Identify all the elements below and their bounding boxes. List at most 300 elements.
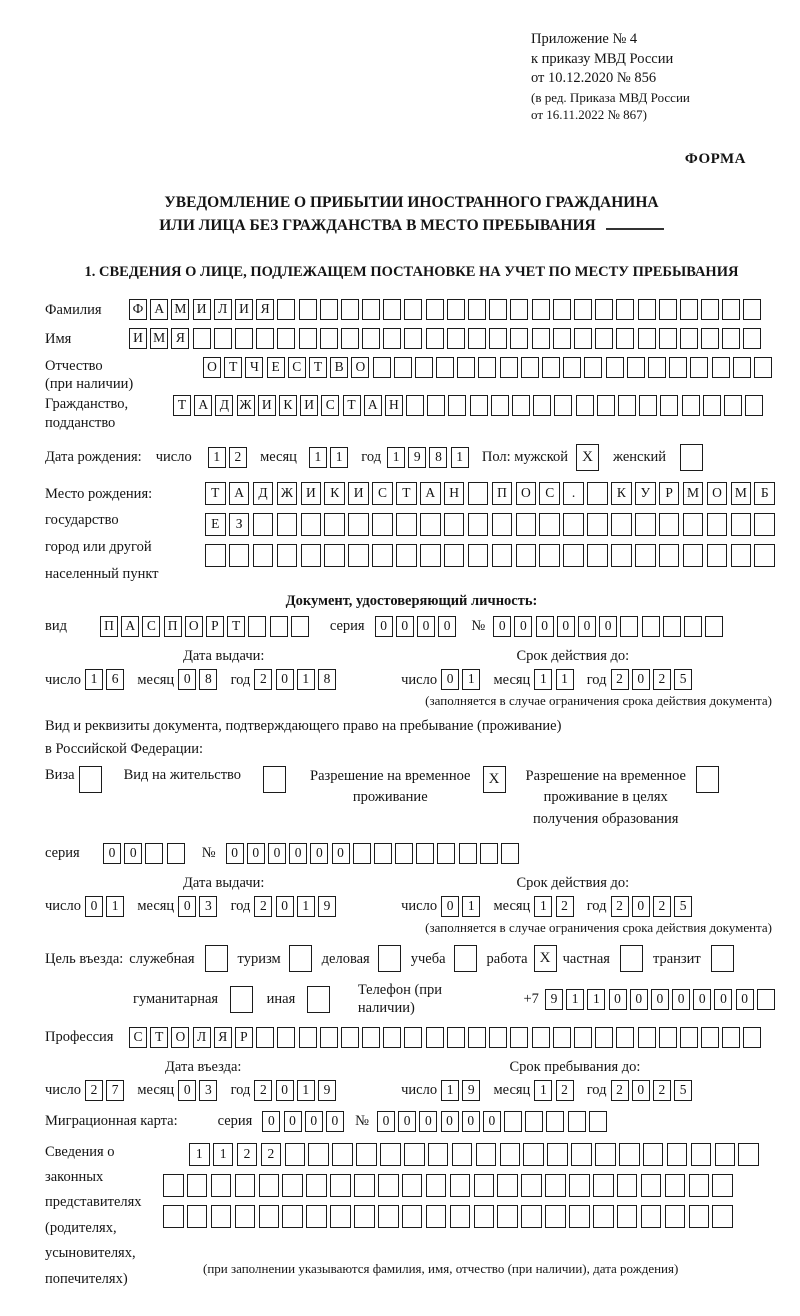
form-cell[interactable]: 0 [714,989,732,1010]
form-cell[interactable]: Т [227,616,245,637]
form-cell[interactable]: 2 [85,1080,103,1101]
form-cell[interactable] [641,1205,662,1228]
form-cell[interactable] [660,395,678,416]
form-cell[interactable] [627,357,645,378]
form-cell[interactable] [569,1205,590,1228]
form-cell[interactable] [354,1174,375,1197]
form-cell[interactable] [383,1027,401,1048]
form-cell[interactable]: О [351,357,369,378]
form-cell[interactable] [299,328,317,349]
form-cell[interactable] [256,328,274,349]
form-cell[interactable]: 1 [462,669,480,690]
form-cell[interactable] [722,299,740,320]
form-cell[interactable] [404,1027,422,1048]
form-cell[interactable] [163,1205,184,1228]
form-cell[interactable]: 2 [254,896,272,917]
form-cell[interactable] [383,299,401,320]
form-cell[interactable] [277,328,295,349]
form-cell[interactable] [587,544,608,567]
form-cell[interactable] [712,1174,733,1197]
form-cell[interactable] [722,1027,740,1048]
form-cell[interactable] [374,843,392,864]
form-cell[interactable]: 0 [276,1080,294,1101]
form-cell[interactable] [510,299,528,320]
form-cell[interactable] [372,513,393,536]
form-cell[interactable] [689,1174,710,1197]
form-cell[interactable]: И [348,482,369,505]
form-cell[interactable]: 0 [441,669,459,690]
form-cell[interactable]: Я [214,1027,232,1048]
form-cell[interactable]: 0 [178,896,196,917]
form-cell[interactable] [553,1027,571,1048]
form-cell[interactable]: 3 [199,896,217,917]
form-cell[interactable] [277,299,295,320]
form-cell[interactable]: 8 [429,447,447,468]
form-cell[interactable]: Т [343,395,361,416]
form-cell[interactable] [259,1174,280,1197]
purpose-inaya-checkbox[interactable] [307,986,330,1013]
form-cell[interactable] [474,1174,495,1197]
form-cell[interactable]: 0 [536,616,554,637]
form-cell[interactable]: 2 [229,447,247,468]
form-cell[interactable] [584,357,602,378]
form-cell[interactable] [616,328,634,349]
form-cell[interactable] [291,616,309,637]
form-cell[interactable] [214,328,232,349]
form-cell[interactable] [489,328,507,349]
form-cell[interactable]: Т [205,482,226,505]
form-cell[interactable]: 0 [326,1111,344,1132]
form-cell[interactable] [635,544,656,567]
form-cell[interactable]: О [516,482,537,505]
form-cell[interactable]: А [194,395,212,416]
form-cell[interactable] [306,1205,327,1228]
form-cell[interactable]: 5 [674,1080,692,1101]
form-cell[interactable] [426,299,444,320]
form-cell[interactable]: 2 [653,1080,671,1101]
form-cell[interactable] [448,395,466,416]
form-cell[interactable] [553,299,571,320]
form-cell[interactable] [521,357,539,378]
form-cell[interactable]: 1 [534,896,552,917]
form-cell[interactable]: 7 [106,1080,124,1101]
form-cell[interactable] [617,1205,638,1228]
sex-female-checkbox[interactable] [680,444,703,471]
form-cell[interactable] [648,357,666,378]
temp-residence-checkbox[interactable]: X [483,766,506,793]
form-cell[interactable]: 0 [398,1111,416,1132]
form-cell[interactable]: П [100,616,118,637]
form-cell[interactable]: 2 [653,669,671,690]
form-cell[interactable] [444,544,465,567]
form-cell[interactable] [362,328,380,349]
form-cell[interactable]: 0 [462,1111,480,1132]
form-cell[interactable] [330,1205,351,1228]
form-cell[interactable]: Т [396,482,417,505]
form-cell[interactable] [512,395,530,416]
form-cell[interactable] [724,395,742,416]
form-cell[interactable] [587,513,608,536]
form-cell[interactable]: 1 [534,669,552,690]
form-cell[interactable] [378,1205,399,1228]
form-cell[interactable]: С [142,616,160,637]
form-cell[interactable]: 0 [419,1111,437,1132]
form-cell[interactable]: В [330,357,348,378]
form-cell[interactable] [491,395,509,416]
form-cell[interactable]: 0 [332,843,350,864]
form-cell[interactable] [682,395,700,416]
form-cell[interactable] [187,1205,208,1228]
form-cell[interactable]: 2 [556,1080,574,1101]
form-cell[interactable] [341,299,359,320]
form-cell[interactable] [659,1027,677,1048]
form-cell[interactable]: Л [193,1027,211,1048]
form-cell[interactable] [663,616,681,637]
form-cell[interactable] [468,328,486,349]
form-cell[interactable]: 9 [318,1080,336,1101]
form-cell[interactable] [193,328,211,349]
form-cell[interactable]: 0 [514,616,532,637]
form-cell[interactable]: 0 [262,1111,280,1132]
form-cell[interactable] [757,989,775,1010]
form-cell[interactable]: Ж [237,395,255,416]
form-cell[interactable] [480,843,498,864]
form-cell[interactable]: Ф [129,299,147,320]
form-cell[interactable] [574,299,592,320]
form-cell[interactable]: 0 [557,616,575,637]
form-cell[interactable] [426,1027,444,1048]
form-cell[interactable] [639,395,657,416]
residence-permit-checkbox[interactable] [263,766,286,793]
form-cell[interactable] [353,843,371,864]
form-cell[interactable] [712,357,730,378]
form-cell[interactable]: О [707,482,728,505]
form-cell[interactable]: 0 [441,1111,459,1132]
form-cell[interactable]: Н [385,395,403,416]
form-cell[interactable]: Е [205,513,226,536]
form-cell[interactable] [406,395,424,416]
form-cell[interactable] [595,299,613,320]
form-cell[interactable] [354,1205,375,1228]
form-cell[interactable]: А [364,395,382,416]
form-cell[interactable]: А [420,482,441,505]
form-cell[interactable]: 0 [630,989,648,1010]
form-cell[interactable]: 1 [566,989,584,1010]
form-cell[interactable]: 0 [736,989,754,1010]
form-cell[interactable]: Т [309,357,327,378]
form-cell[interactable] [683,513,704,536]
form-cell[interactable] [665,1174,686,1197]
form-cell[interactable] [680,299,698,320]
form-cell[interactable] [320,299,338,320]
form-cell[interactable] [743,1027,761,1048]
form-cell[interactable]: 0 [247,843,265,864]
form-cell[interactable] [402,1174,423,1197]
form-cell[interactable] [426,328,444,349]
form-cell[interactable]: 1 [441,1080,459,1101]
form-cell[interactable] [745,395,763,416]
form-cell[interactable]: 0 [305,1111,323,1132]
form-cell[interactable] [510,1027,528,1048]
visa-checkbox[interactable] [79,766,102,793]
form-cell[interactable]: И [193,299,211,320]
form-cell[interactable]: 9 [462,1080,480,1101]
form-cell[interactable] [611,513,632,536]
form-cell[interactable] [635,513,656,536]
form-cell[interactable] [489,1027,507,1048]
form-cell[interactable]: Р [235,1027,253,1048]
form-cell[interactable] [665,1205,686,1228]
form-cell[interactable]: 1 [297,1080,315,1101]
form-cell[interactable] [638,1027,656,1048]
form-cell[interactable]: А [229,482,250,505]
temp-residence-education-checkbox[interactable] [696,766,719,793]
form-cell[interactable]: С [129,1027,147,1048]
form-cell[interactable] [684,616,702,637]
form-cell[interactable] [259,1205,280,1228]
form-cell[interactable] [504,1111,522,1132]
form-cell[interactable]: С [539,482,560,505]
form-cell[interactable] [468,1027,486,1048]
form-cell[interactable] [521,1205,542,1228]
purpose-delovaya-checkbox[interactable] [378,945,401,972]
form-cell[interactable]: 0 [178,669,196,690]
form-cell[interactable] [324,513,345,536]
form-cell[interactable] [163,1174,184,1197]
form-cell[interactable]: 0 [493,616,511,637]
form-cell[interactable] [402,1205,423,1228]
form-cell[interactable]: 2 [556,896,574,917]
form-cell[interactable]: 0 [632,669,650,690]
form-cell[interactable] [437,843,455,864]
form-cell[interactable]: 5 [674,896,692,917]
form-cell[interactable] [277,513,298,536]
form-cell[interactable]: Ж [277,482,298,505]
form-cell[interactable]: 1 [556,669,574,690]
form-cell[interactable] [372,544,393,567]
form-cell[interactable]: 1 [587,989,605,1010]
form-cell[interactable] [754,544,775,567]
form-cell[interactable]: М [683,482,704,505]
form-cell[interactable] [638,328,656,349]
purpose-ucheba-checkbox[interactable] [454,945,477,972]
form-cell[interactable] [707,544,728,567]
form-cell[interactable]: 0 [124,843,142,864]
form-cell[interactable]: Л [214,299,232,320]
form-cell[interactable]: Т [224,357,242,378]
form-cell[interactable]: 0 [178,1080,196,1101]
form-cell[interactable] [373,357,391,378]
form-cell[interactable] [501,843,519,864]
form-cell[interactable] [563,513,584,536]
form-cell[interactable]: 0 [396,616,414,637]
form-cell[interactable]: К [324,482,345,505]
form-cell[interactable]: К [611,482,632,505]
form-cell[interactable] [563,357,581,378]
form-cell[interactable] [680,1027,698,1048]
form-cell[interactable] [426,1174,447,1197]
form-cell[interactable] [301,544,322,567]
form-cell[interactable]: 0 [651,989,669,1010]
form-cell[interactable] [167,843,185,864]
form-cell[interactable] [731,544,752,567]
form-cell[interactable] [546,1111,564,1132]
form-cell[interactable] [415,357,433,378]
form-cell[interactable] [229,544,250,567]
form-cell[interactable]: 5 [674,669,692,690]
form-cell[interactable]: 1 [208,447,226,468]
form-cell[interactable] [427,395,445,416]
form-cell[interactable]: И [258,395,276,416]
form-cell[interactable]: 3 [199,1080,217,1101]
form-cell[interactable]: 2 [254,669,272,690]
form-cell[interactable] [510,328,528,349]
form-cell[interactable] [320,1027,338,1048]
form-cell[interactable] [690,357,708,378]
form-cell[interactable] [330,1174,351,1197]
form-cell[interactable] [362,1027,380,1048]
form-cell[interactable]: 1 [387,447,405,468]
form-cell[interactable]: Я [256,299,274,320]
form-cell[interactable]: Н [444,482,465,505]
form-cell[interactable] [659,513,680,536]
form-cell[interactable] [235,1205,256,1228]
form-cell[interactable] [616,299,634,320]
form-cell[interactable] [539,513,560,536]
form-cell[interactable]: О [203,357,221,378]
form-cell[interactable] [703,395,721,416]
form-cell[interactable] [492,513,513,536]
form-cell[interactable]: 6 [106,669,124,690]
form-cell[interactable] [597,395,615,416]
purpose-chastnaya-checkbox[interactable] [620,945,643,972]
form-cell[interactable]: 0 [599,616,617,637]
form-cell[interactable] [497,1205,518,1228]
form-cell[interactable]: Я [171,328,189,349]
form-cell[interactable] [277,1027,295,1048]
form-cell[interactable] [574,328,592,349]
form-cell[interactable] [457,357,475,378]
form-cell[interactable] [618,395,636,416]
form-cell[interactable] [516,544,537,567]
form-cell[interactable] [616,1027,634,1048]
form-cell[interactable] [680,328,698,349]
form-cell[interactable] [256,1027,274,1048]
form-cell[interactable] [282,1205,303,1228]
form-cell[interactable] [436,357,454,378]
form-cell[interactable] [743,328,761,349]
form-cell[interactable] [701,328,719,349]
form-cell[interactable]: С [372,482,393,505]
form-cell[interactable] [211,1205,232,1228]
form-cell[interactable]: 2 [611,1080,629,1101]
purpose-tranzit-checkbox[interactable] [711,945,734,972]
form-cell[interactable]: 1 [451,447,469,468]
form-cell[interactable] [444,513,465,536]
form-cell[interactable]: 9 [318,896,336,917]
form-cell[interactable]: 0 [276,896,294,917]
form-cell[interactable]: П [164,616,182,637]
form-cell[interactable] [341,328,359,349]
form-cell[interactable]: 0 [85,896,103,917]
form-cell[interactable]: 0 [578,616,596,637]
form-cell[interactable]: 1 [330,447,348,468]
form-cell[interactable] [447,299,465,320]
form-cell[interactable]: Р [659,482,680,505]
form-cell[interactable] [532,1027,550,1048]
form-cell[interactable]: И [235,299,253,320]
form-cell[interactable] [620,616,638,637]
form-cell[interactable] [187,1174,208,1197]
form-cell[interactable] [705,616,723,637]
form-cell[interactable] [642,616,660,637]
form-cell[interactable]: 0 [483,1111,501,1132]
form-cell[interactable] [447,328,465,349]
form-cell[interactable]: Д [215,395,233,416]
form-cell[interactable]: И [301,482,322,505]
form-cell[interactable]: 0 [441,896,459,917]
form-cell[interactable] [563,544,584,567]
form-cell[interactable]: 2 [254,1080,272,1101]
form-cell[interactable] [525,1111,543,1132]
form-cell[interactable] [554,395,572,416]
form-cell[interactable] [606,357,624,378]
form-cell[interactable] [532,299,550,320]
form-cell[interactable] [299,1027,317,1048]
form-cell[interactable]: 1 [297,896,315,917]
form-cell[interactable] [669,357,687,378]
form-cell[interactable] [306,1174,327,1197]
form-cell[interactable] [553,328,571,349]
form-cell[interactable]: 0 [276,669,294,690]
form-cell[interactable]: У [635,482,656,505]
form-cell[interactable]: 1 [462,896,480,917]
form-cell[interactable]: А [121,616,139,637]
form-cell[interactable]: . [563,482,584,505]
form-cell[interactable]: 2 [653,896,671,917]
form-cell[interactable]: О [185,616,203,637]
form-cell[interactable]: 9 [545,989,563,1010]
purpose-sluzhebnaya-checkbox[interactable] [205,945,228,972]
form-cell[interactable] [378,1174,399,1197]
form-cell[interactable]: 0 [693,989,711,1010]
form-cell[interactable]: М [731,482,752,505]
form-cell[interactable] [282,1174,303,1197]
form-cell[interactable]: 0 [289,843,307,864]
form-cell[interactable] [416,843,434,864]
form-cell[interactable] [404,328,422,349]
form-cell[interactable] [348,544,369,567]
form-cell[interactable] [532,328,550,349]
form-cell[interactable]: 0 [609,989,627,1010]
form-cell[interactable]: 2 [611,669,629,690]
form-cell[interactable]: П [492,482,513,505]
form-cell[interactable] [383,328,401,349]
form-cell[interactable] [253,513,274,536]
form-cell[interactable] [299,299,317,320]
form-cell[interactable] [722,328,740,349]
form-cell[interactable] [611,544,632,567]
form-cell[interactable]: И [129,328,147,349]
form-cell[interactable]: 1 [85,669,103,690]
form-cell[interactable]: Б [754,482,775,505]
form-cell[interactable]: 1 [534,1080,552,1101]
form-cell[interactable] [396,513,417,536]
form-cell[interactable] [324,544,345,567]
form-cell[interactable]: 0 [268,843,286,864]
form-cell[interactable]: 2 [237,1143,258,1166]
form-cell[interactable] [450,1174,471,1197]
